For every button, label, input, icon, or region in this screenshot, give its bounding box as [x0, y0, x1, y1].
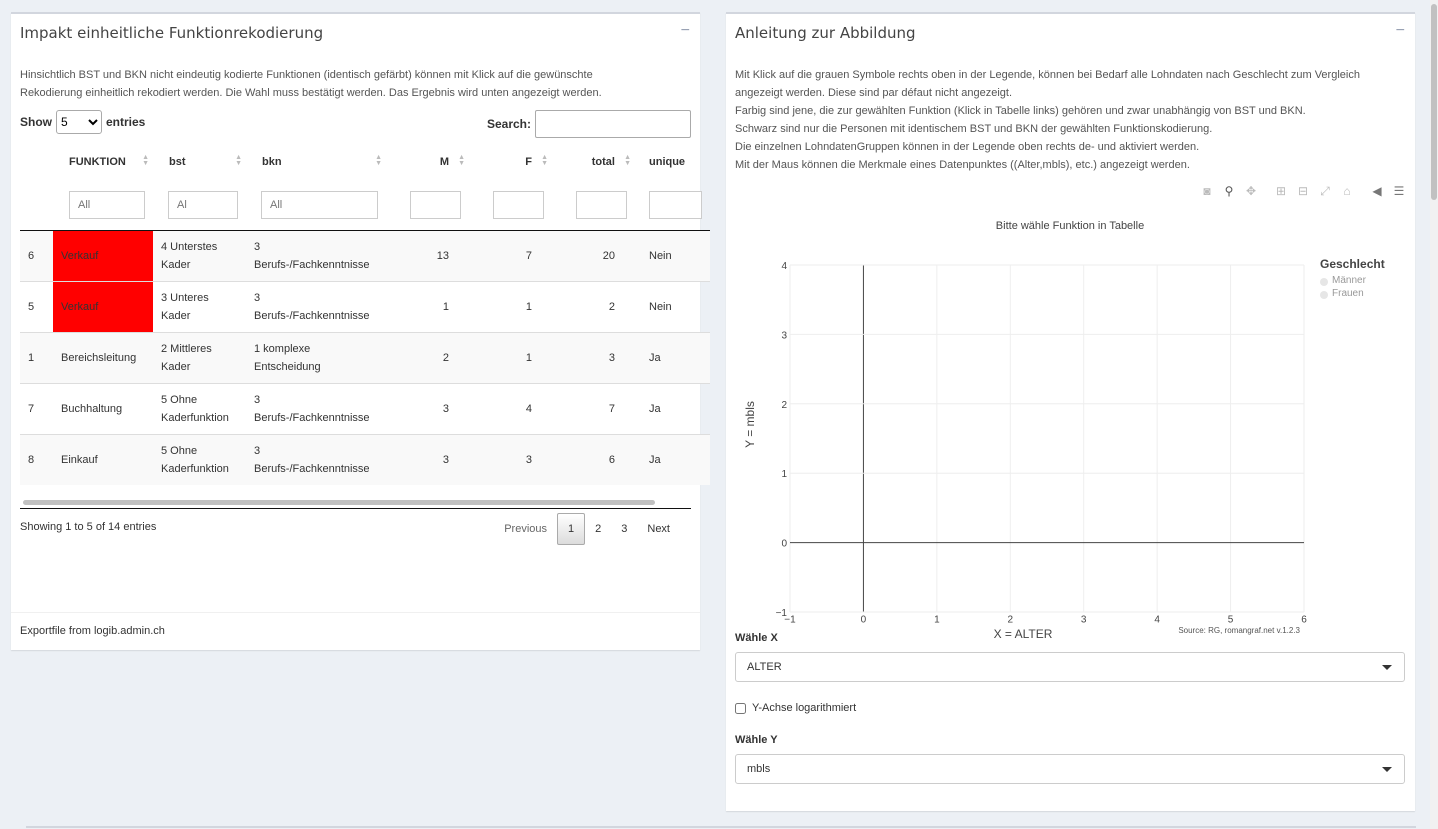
pagination: [494, 513, 680, 545]
column-header-f[interactable]: [469, 144, 552, 180]
log-axis-toggle[interactable]: [735, 702, 856, 714]
filter-cell: [20, 180, 53, 231]
collapse-button[interactable]: −: [1395, 22, 1405, 39]
funktion-cell[interactable]: Einkauf: [53, 435, 153, 486]
row-index: 8: [20, 435, 53, 486]
filter-cell: [552, 180, 635, 231]
function-table: [20, 144, 710, 485]
filter-cell: [153, 180, 246, 231]
funktion-cell[interactable]: Bereichsleitung: [53, 333, 153, 384]
bst-cell: 5 Ohne Kaderfunktion: [153, 435, 246, 486]
plot-modebar: [1199, 184, 1407, 199]
instruction-line: angezeigt werden. Diese sind par défaut nicht angezeigt.: [735, 87, 1013, 99]
filter-row: [20, 180, 710, 231]
instruction-line: Die einzelnen LohndatenGruppen können in der Legende oben rechts de- und aktiviert werden.: [735, 141, 1200, 153]
filter-bst-input[interactable]: [168, 191, 238, 219]
figure-guide-panel: [726, 12, 1415, 811]
panel-title: Anleitung zur Abbildung: [735, 24, 916, 42]
table-row[interactable]: [20, 282, 710, 333]
filter-cell: [635, 180, 710, 231]
legend-item-frauen[interactable]: Frauen: [1320, 288, 1385, 299]
table-row[interactable]: [20, 333, 710, 384]
unique-cell: Ja: [635, 435, 710, 486]
f-cell: 4: [469, 384, 552, 435]
total-cell: 7: [552, 384, 635, 435]
page-button[interactable]: 2: [595, 523, 602, 535]
bst-cell: 5 Ohne Kaderfunktion: [153, 384, 246, 435]
previous-page-button[interactable]: Previous: [504, 523, 547, 535]
unique-cell: Ja: [635, 333, 710, 384]
bkn-cell: 3 Berufs-/Fachkenntnisse: [246, 384, 386, 435]
bkn-cell: 1 komplexe Entscheidung: [246, 333, 386, 384]
m-cell: 3: [386, 435, 469, 486]
row-index: 5: [20, 282, 53, 333]
instruction-line: Mit der Maus können die Merkmale eines Datenpunktes ((Alter,mbls), etc.) angezeigt werden.: [735, 159, 1190, 171]
x-tick-label: −1: [784, 614, 796, 626]
y-variable-select[interactable]: [735, 754, 1405, 784]
column-header-unique[interactable]: [635, 144, 710, 180]
total-cell: 2: [552, 282, 635, 333]
funktion-cell[interactable]: Verkauf: [53, 231, 153, 282]
column-header: [20, 144, 53, 180]
total-cell: 20: [552, 231, 635, 282]
page-scrollbar[interactable]: [1430, 0, 1438, 829]
x-tick-label: 1: [934, 614, 940, 626]
m-cell: 13: [386, 231, 469, 282]
legend-title: Geschlecht: [1320, 257, 1385, 271]
bkn-cell: 3 Berufs-/Fachkenntnisse: [246, 231, 386, 282]
description-line: Rekodierung einheitlich rekodiert werden. Die Wahl muss bestätigt werden. Das Ergebnis wird unten angezeigt werden.: [20, 87, 602, 99]
panel-title: Impakt einheitliche Funktionrekodierung: [20, 24, 324, 42]
f-cell: 1: [469, 282, 552, 333]
reset-axes-icon[interactable]: ⌂: [1343, 184, 1351, 198]
column-header-label: bst: [169, 156, 186, 168]
show-label: Show: [20, 115, 52, 129]
unique-cell: Ja: [635, 384, 710, 435]
table-row[interactable]: [20, 231, 710, 282]
y-tick-label: 1: [781, 469, 787, 481]
bst-cell: 4 Unterstes Kader: [153, 231, 246, 282]
page-button[interactable]: 3: [621, 523, 628, 535]
unique-cell: Nein: [635, 282, 710, 333]
column-header-bkn[interactable]: [246, 144, 386, 180]
column-header-m[interactable]: [386, 144, 469, 180]
filter-f-input[interactable]: [493, 191, 544, 219]
unique-cell: Nein: [635, 231, 710, 282]
x-tick-label: 5: [1227, 614, 1234, 626]
zoom-in-icon[interactable]: ⊞: [1275, 184, 1287, 198]
f-cell: 3: [469, 435, 552, 486]
f-cell: 7: [469, 231, 552, 282]
legend-item-maenner[interactable]: Männer: [1320, 275, 1385, 286]
y-variable-value: mbls: [747, 763, 771, 775]
y-tick-label: −1: [775, 608, 787, 619]
filter-unique-input[interactable]: [649, 191, 702, 219]
panel-footer: Exportfile from logib.admin.ch: [11, 612, 700, 649]
chart-title: Bitte wähle Funktion in Tabelle: [995, 220, 1145, 232]
column-header-total[interactable]: [552, 144, 635, 180]
funktion-cell[interactable]: Verkauf: [53, 282, 153, 333]
funktion-cell[interactable]: Buchhaltung: [53, 384, 153, 435]
instructions: [735, 66, 1407, 174]
bst-cell: 3 Unteres Kader: [153, 282, 246, 333]
column-header-bst[interactable]: [153, 144, 246, 180]
filter-cell: [386, 180, 469, 231]
collapse-button[interactable]: −: [680, 22, 690, 39]
y-tick-label: 0: [781, 538, 787, 550]
total-cell: 3: [552, 333, 635, 384]
zoom-icon[interactable]: ⚲: [1224, 184, 1234, 198]
chevron-down-icon: [1382, 767, 1392, 772]
function-recode-panel: [11, 12, 700, 650]
column-header-label: total: [591, 156, 615, 168]
filter-total-input[interactable]: [576, 191, 627, 219]
x-select-label: Wähle X: [735, 632, 778, 644]
filter-bkn-input[interactable]: [261, 191, 378, 219]
next-page-button[interactable]: Next: [647, 523, 670, 535]
sort-icon: ▲ ▼: [458, 154, 465, 167]
column-header-label: M: [439, 156, 449, 168]
autoscale-icon[interactable]: ⤢: [1320, 184, 1330, 198]
column-header-label: FUNKTION: [69, 156, 126, 168]
table-bottom-divider: [20, 508, 691, 509]
column-header-label: bkn: [262, 156, 282, 168]
next-panel-edge: [26, 826, 1416, 828]
chevron-down-icon: [1382, 665, 1392, 670]
x-variable-select[interactable]: [735, 652, 1405, 682]
table-row[interactable]: [20, 435, 710, 486]
camera-icon[interactable]: ◙: [1203, 184, 1211, 198]
hover-closest-icon[interactable]: ◀: [1372, 184, 1382, 198]
filter-cell: [53, 180, 153, 231]
table-scroll-area[interactable]: [20, 144, 691, 498]
table-info: Showing 1 to 5 of 14 entries: [20, 521, 157, 533]
log-axis-label: Y-Achse logarithmiert: [752, 702, 857, 714]
m-cell: 2: [386, 333, 469, 384]
x-tick-label: 0: [860, 614, 867, 626]
y-select-label: Wähle Y: [735, 734, 778, 746]
instruction-line: Schwarz sind nur die Personen mit identischem BST und BKN der gewählten Funktionskodierung.: [735, 123, 1213, 135]
y-tick-label: 2: [781, 399, 787, 411]
x-tick-label: 6: [1301, 614, 1307, 626]
filter-cell: [246, 180, 386, 231]
x-tick-label: 2: [1007, 614, 1014, 626]
search-label: Search:: [486, 117, 531, 131]
chart-source: Source: RG, romangraf.net v.1.2.3: [1178, 626, 1300, 635]
x-tick-label: 4: [1154, 614, 1160, 626]
instruction-line: Mit Klick auf die grauen Symbole rechts oben in der Legende, können bei Bedarf alle Lohndaten nach Geschlecht zum Vergleich: [735, 69, 1360, 81]
column-header-label: unique: [649, 156, 686, 168]
bkn-cell: 3 Berufs-/Fachkenntnisse: [246, 282, 386, 333]
x-variable-value: ALTER: [747, 661, 782, 673]
row-index: 7: [20, 384, 53, 435]
entries-label: entries: [106, 115, 146, 129]
sort-icon: ▲ ▼: [235, 154, 242, 167]
panel-description: [20, 66, 690, 102]
m-cell: 3: [386, 384, 469, 435]
horizontal-scrollbar[interactable]: [23, 500, 655, 505]
page-length-control: [20, 110, 145, 134]
log-axis-checkbox[interactable]: [735, 703, 746, 714]
table-search: [487, 110, 691, 138]
pan-icon[interactable]: ✥: [1245, 184, 1257, 198]
filter-m-input[interactable]: [410, 191, 461, 219]
m-cell: 1: [386, 282, 469, 333]
plot-legend: [1320, 257, 1385, 301]
y-tick-label: 3: [781, 330, 787, 342]
column-header-label: F: [525, 156, 532, 168]
scrollbar-thumb[interactable]: [1431, 4, 1437, 200]
column-header-funktion[interactable]: [53, 144, 153, 180]
x-axis-title: X = ALTER: [993, 627, 1053, 641]
description-line: Hinsichtlich BST und BKN nicht eindeutig kodierte Funktionen (identisch gefärbt) können mit Klick auf die gewünschte: [20, 69, 593, 81]
x-tick-label: 3: [1080, 614, 1087, 626]
bst-cell: 2 Mittleres Kader: [153, 333, 246, 384]
y-tick-label: 4: [781, 261, 787, 272]
filter-cell: [469, 180, 552, 231]
zoom-out-icon[interactable]: ⊟: [1297, 184, 1309, 198]
filter-funktion-input[interactable]: [69, 191, 145, 219]
sort-icon: ▲ ▼: [142, 154, 149, 167]
header-row: [20, 144, 710, 180]
total-cell: 6: [552, 435, 635, 486]
instruction-line: Farbig sind jene, die zur gewählten Funktion (Klick in Tabelle links) gehören und zwar unabhängig von BST und BKN.: [735, 105, 1306, 117]
y-axis-title: Y = mbls: [743, 401, 757, 448]
search-input[interactable]: [535, 110, 691, 138]
page-length-select[interactable]: [56, 110, 102, 134]
f-cell: 1: [469, 333, 552, 384]
sort-icon: ▲ ▼: [375, 154, 382, 167]
bkn-cell: 3 Berufs-/Fachkenntnisse: [246, 435, 386, 486]
row-index: 6: [20, 231, 53, 282]
hover-compare-icon[interactable]: ☰: [1393, 184, 1405, 198]
sort-icon: ▲ ▼: [624, 154, 631, 167]
sort-icon: ▲ ▼: [541, 154, 548, 167]
page-button[interactable]: 1: [557, 513, 585, 545]
table-row[interactable]: [20, 384, 710, 435]
row-index: 1: [20, 333, 53, 384]
